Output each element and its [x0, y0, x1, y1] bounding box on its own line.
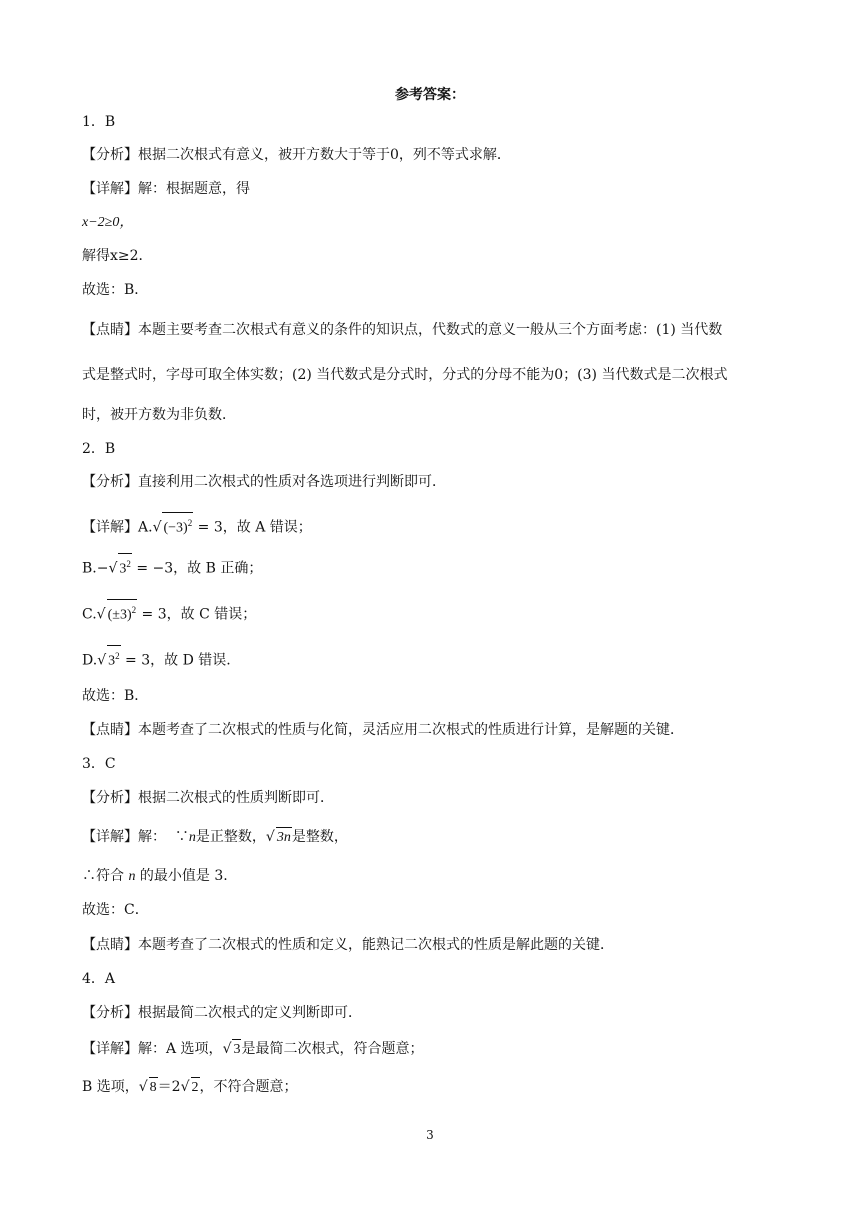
q2-answer: 2．B: [82, 441, 116, 457]
q2-analysis: 【分析】直接利用二次根式的性质对各选项进行判断即可．: [82, 474, 446, 490]
q3-analysis: 【分析】根据二次根式的性质判断即可．: [82, 790, 334, 806]
q3-answer: 3．C: [82, 756, 116, 772]
q4-a-radicand: 3: [232, 1039, 241, 1060]
sqrt-icon: √: [180, 1079, 190, 1095]
q2-b-radicand: $3^2$: [118, 553, 132, 580]
page-title: 参考答案：: [395, 87, 465, 103]
q4-analysis: 【分析】根据最简二次根式的定义判断即可．: [82, 1005, 362, 1021]
q1-comment-line1: 【点睛】本题主要考查二次根式有意义的条件的知识点，代数式的意义一般从三个方面考虑：(1) 当代数: [82, 322, 723, 338]
sqrt-icon: √: [97, 652, 107, 669]
q2-d-radicand: $3^2$: [107, 645, 121, 672]
sqrt-icon: √: [265, 829, 275, 845]
q1-choice: 故选：B．: [82, 282, 149, 298]
sqrt-icon: √: [108, 560, 118, 577]
q2-detail-label: 【详解】A.: [82, 519, 153, 536]
q4-option-b: B 选项，√ 8＝2√ 2，不符合题意；: [82, 1077, 298, 1098]
q2-option-c: C.√ $(\pm 3)^2 = 3$，故 C 错误；: [82, 599, 256, 626]
q2-option-d: D.√ $3^2 = 3$，故 D 错误.: [82, 645, 231, 672]
q3-choice: 故选：C．: [82, 902, 149, 918]
q4-answer: 4．A: [82, 971, 116, 987]
q1-detail: 【详解】解：根据题意，得: [82, 181, 250, 197]
q3-comment: 【点睛】本题考查了二次根式的性质和定义，能熟记二次根式的性质是解此题的关键．: [82, 937, 614, 953]
sqrt-icon: √: [152, 519, 162, 536]
q4-option-a: 【详解】解：A 选项，√ 3是最简二次根式，符合题意；: [82, 1039, 423, 1060]
q1-step2: 解得x≥2．: [82, 248, 153, 264]
q1-step1: x−2≥0，: [82, 215, 134, 230]
q2-a-rest: = 3，故 A 错误；: [193, 519, 312, 536]
sqrt-icon: √: [138, 1079, 148, 1095]
q2-a-radicand: $(-3)^2$: [162, 512, 193, 539]
page-number: 3: [426, 1128, 434, 1142]
q2-choice: 故选：B．: [82, 688, 149, 704]
q4-b-radicand-2: 2: [191, 1077, 200, 1098]
q2-option-a: [82, 512, 312, 539]
q2-comment: 【点睛】本题考查了二次根式的性质与化简，灵活应用二次根式的性质进行计算，是解题的关键．: [82, 722, 684, 738]
q1-answer: 1．B: [82, 114, 116, 130]
q2-c-radicand: $(\pm 3)^2$: [107, 599, 138, 626]
q3-conclusion: ∴符合 n 的最小值是 3.: [82, 868, 228, 884]
q1-comment-line3: 时，被开方数为非负数．: [82, 407, 236, 423]
sqrt-icon: √: [222, 1041, 232, 1057]
q3-detail: 【详解】解： ∵n是正整数，√ 3n是整数，: [82, 827, 348, 848]
q1-analysis: 【分析】根据二次根式有意义，被开方数大于等于0，列不等式求解．: [82, 147, 511, 163]
because-icon: ∵: [174, 829, 189, 845]
q2-option-b: B.−√ $3^2 = -3$，故 B 正确；: [82, 553, 262, 580]
q1-comment-line2: 式是整式时，字母可取全体实数；(2) 当代数式是分式时，分式的分母不能为0；(3) 当代数式是二次根式: [82, 367, 728, 383]
q4-b-radicand: 8: [149, 1077, 158, 1098]
q3-radicand: 3n: [276, 827, 292, 848]
sqrt-icon: √: [96, 606, 106, 623]
